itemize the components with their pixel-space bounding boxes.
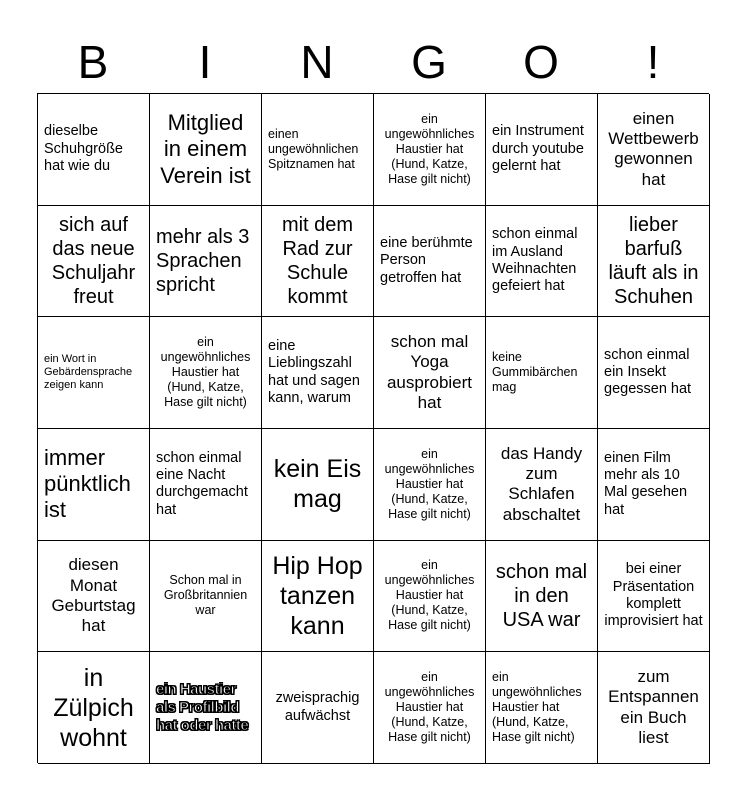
bingo-cell[interactable] [486,94,598,206]
cell-text: einen ungewöhnlichen Spitznamen hat [268,126,359,171]
bingo-cell[interactable] [262,206,374,318]
cell-text: eine Lieblingszahl hat und sagen kann, warum [268,337,360,407]
cell-text: zum Entspannen ein Buch liest [608,666,699,747]
cell-text: sich auf das neue Schuljahr freut [51,213,136,308]
header-letter-b: B [77,36,109,88]
cell-text: diesen Monat Geburtstag hat [51,555,136,636]
header-letter-n: N [300,36,334,88]
bingo-cell[interactable] [374,317,486,429]
bingo-cell[interactable] [486,652,598,764]
bingo-cell[interactable] [374,429,486,541]
cell-text: mit dem Rad zur Schule kommt [281,213,354,308]
bingo-cell[interactable] [598,541,710,653]
cell-text: Hip Hop tanzen kann [272,551,363,640]
cell-text: bei einer Präsentation komplett improvisiert hat [604,561,703,630]
cell-text: in Zülpich wohnt [53,663,134,752]
bingo-cell[interactable] [598,317,710,429]
bingo-cell[interactable] [38,541,150,653]
cell-text: ein ungewöhnliches Haustier hat (Hund, Katze, Hase gilt nicht) [384,558,475,633]
bingo-cell[interactable] [598,94,710,206]
bingo-cell[interactable] [598,652,710,764]
bingo-cell[interactable] [486,541,598,653]
bingo-cell[interactable] [486,429,598,541]
bingo-cell[interactable] [38,206,150,318]
bingo-cell[interactable] [262,94,374,206]
bingo-cell[interactable] [598,429,710,541]
bingo-cell[interactable] [150,541,262,653]
bingo-cell[interactable] [150,652,262,764]
cell-text: ein ungewöhnliches Haustier hat (Hund, Katze, Hase gilt nicht) [384,670,475,745]
cell-text: keine Gummibärchen mag [492,350,578,395]
bingo-cell[interactable] [262,541,374,653]
cell-text: Schon mal in Großbritannien war [163,573,248,618]
bingo-cell[interactable] [150,317,262,429]
cell-text: das Handy zum Schlafen abschaltet [500,443,583,524]
header-letter-g: G [411,36,447,88]
cell-text: schon mal in den USA war [495,560,588,631]
bingo-cell[interactable] [262,652,374,764]
cell-text: zweisprachig aufwächst [275,690,360,724]
header-letter-exclamation: ! [646,36,660,88]
bingo-cell[interactable] [374,206,486,318]
cell-text: mehr als 3 Sprachen spricht [156,225,250,296]
bingo-cell[interactable] [374,94,486,206]
bingo-grid [37,93,709,763]
cell-text: ein ungewöhnliches Haustier hat (Hund, Katze, Hase gilt nicht) [160,335,251,410]
cell-text: ein ungewöhnliches Haustier hat (Hund, Katze, Hase gilt nicht) [492,670,582,745]
cell-text: schon einmal im Ausland Weihnachten gefeiert hat [492,226,578,295]
cell-text: einen Wettbewerb gewonnen hat [608,108,699,189]
bingo-cell[interactable] [150,429,262,541]
cell-text: ein Wort in Gebärdensprache zeigen kann [44,352,133,392]
cell-text: dieselbe Schuhgröße hat wie du [44,123,123,175]
cell-text: immer pünktlich ist [44,444,131,523]
cell-text: ein Instrument durch youtube gelernt hat [492,123,584,175]
bingo-cell[interactable] [374,541,486,653]
cell-text: ein ungewöhnliches Haustier hat (Hund, Katze, Hase gilt nicht) [384,111,475,186]
cell-text: lieber barfuß läuft als in Schuhen [608,213,699,308]
bingo-header [37,30,709,94]
bingo-cell[interactable] [598,206,710,318]
bingo-cell[interactable] [38,317,150,429]
bingo-cell[interactable] [374,652,486,764]
cell-text: Mitglied in einem Verein ist [160,109,251,188]
cell-text: schon mal Yoga ausprobiert hat [386,331,473,413]
cell-text: ein Haustier als Profilbild hat oder hatte [156,680,249,734]
bingo-cell[interactable] [150,206,262,318]
bingo-cell[interactable] [486,206,598,318]
cell-text: eine berühmte Person getroffen hat [380,234,473,286]
header-letter-o: O [523,36,559,88]
cell-text: schon einmal ein Insekt gegessen hat [604,346,692,398]
bingo-cell[interactable] [262,429,374,541]
bingo-cell[interactable] [262,317,374,429]
bingo-cell[interactable] [38,652,150,764]
cell-text: ein ungewöhnliches Haustier hat (Hund, Katze, Hase gilt nicht) [384,446,475,521]
cell-text: einen Film mehr als 10 Mal gesehen hat [604,449,688,518]
header-letter-i: I [198,36,212,88]
cell-text: kein Eis mag [273,455,362,514]
bingo-cell[interactable] [38,94,150,206]
bingo-cell[interactable] [486,317,598,429]
bingo-cell[interactable] [150,94,262,206]
cell-text: schon einmal eine Nacht durchgemacht hat [156,449,248,518]
bingo-cell[interactable] [38,429,150,541]
